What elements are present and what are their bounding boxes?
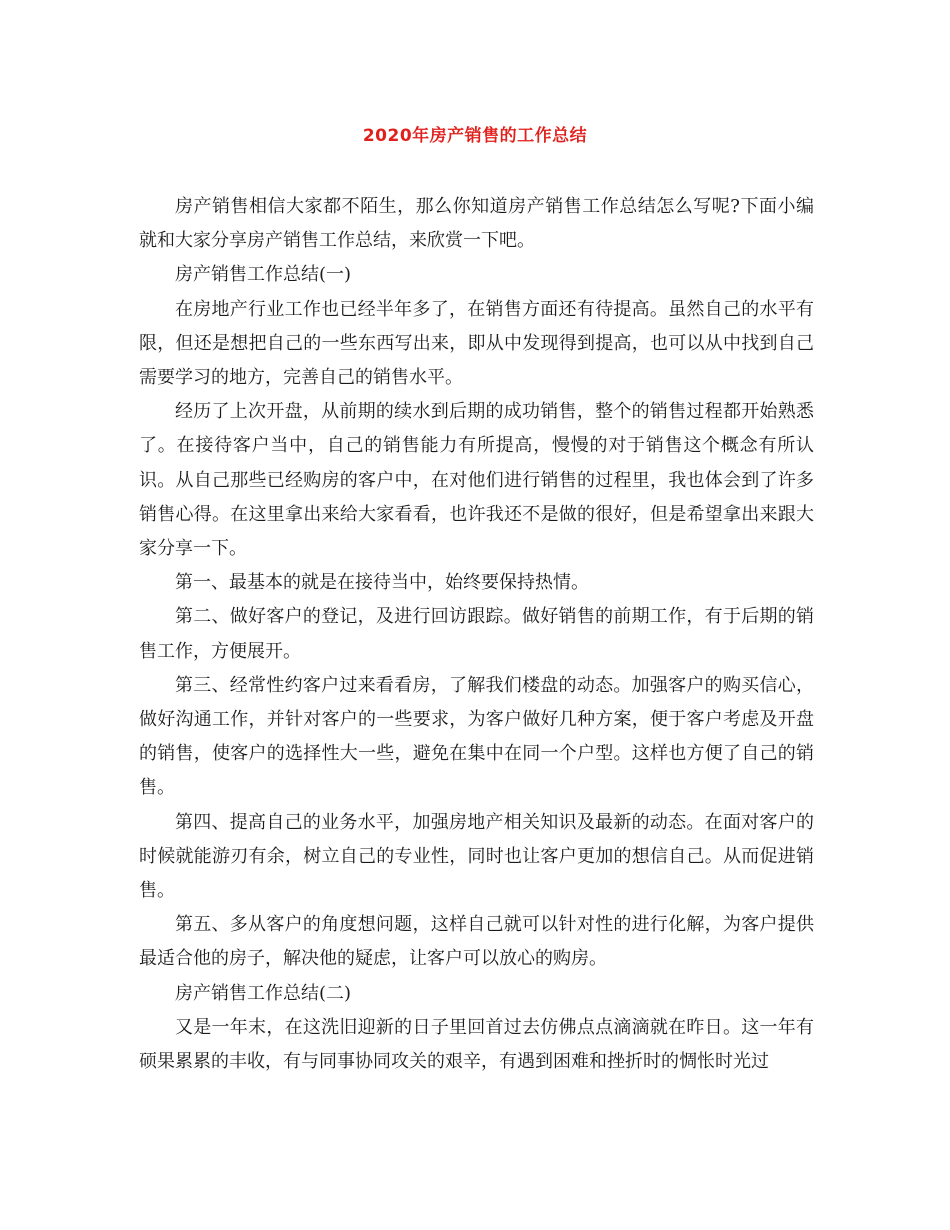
- document-title: 2020年房产销售的工作总结: [362, 126, 588, 146]
- section-heading-one: 房产销售工作总结(一): [175, 264, 352, 286]
- document-body: [139, 190, 814, 1079]
- point-three-paragraph: 第三、经常性约客户过来看看房，了解我们楼盘的动态。加强客户的购买信心，做好沟通工作，并针对客户的一些要求，为客户做好几种方案，便于客户考虑及开盘的销售，使客户的选择性大一些，避免在集中在同一个户型。这样也方便了自己的销售。: [139, 674, 814, 799]
- section-heading-two: 房产销售工作总结(二): [175, 982, 352, 1004]
- body-paragraph: 在房地产行业工作也已经半年多了，在销售方面还有待提高。虽然自己的水平有限，但还是想把自己的一些东西写出来，即从中发现得到提高，也可以从中找到自己需要学习的地方，完善自己的销售水平。: [139, 298, 814, 389]
- point-two-paragraph: 第二、做好客户的登记，及进行回访跟踪。做好销售的前期工作，有于后期的销售工作，方便展开。: [139, 606, 814, 662]
- point-four-paragraph: 第四、提高自己的业务水平，加强房地产相关知识及最新的动态。在面对客户的时候就能游刃有余，树立自己的专业性，同时也让客户更加的想信自己。从而促进销售。: [139, 811, 814, 902]
- point-five-paragraph: 第五、多从客户的角度想问题，这样自己就可以针对性的进行化解，为客户提供最适合他的房子，解决他的疑虑，让客户可以放心的购房。: [139, 914, 814, 970]
- body-paragraph: 又是一年末，在这洗旧迎新的日子里回首过去仿佛点点滴滴就在昨日。这一年有硕果累累的丰收，有与同事协同攻关的艰辛，有遇到困难和挫折时的惆怅时光过: [139, 1016, 814, 1073]
- intro-paragraph: 房产销售相信大家都不陌生，那么你知道房产销售工作总结怎么写呢?下面小编就和大家分享房产销售工作总结，来欣赏一下吧。: [139, 196, 814, 252]
- point-one-paragraph: 第一、最基本的就是在接待当中，始终要保持热情。: [175, 572, 589, 594]
- body-paragraph: 经历了上次开盘，从前期的续水到后期的成功销售，整个的销售过程都开始熟悉了。在接待客户当中，自己的销售能力有所提高，慢慢的对于销售这个概念有所认识。从自己那些已经购房的客户中，在对他们进行销售的过程里，我也体会到了许多销售心得。在这里拿出来给大家看看，也许我还不是做的很好，但是希望拿出来跟大家分享一下。: [139, 401, 814, 560]
